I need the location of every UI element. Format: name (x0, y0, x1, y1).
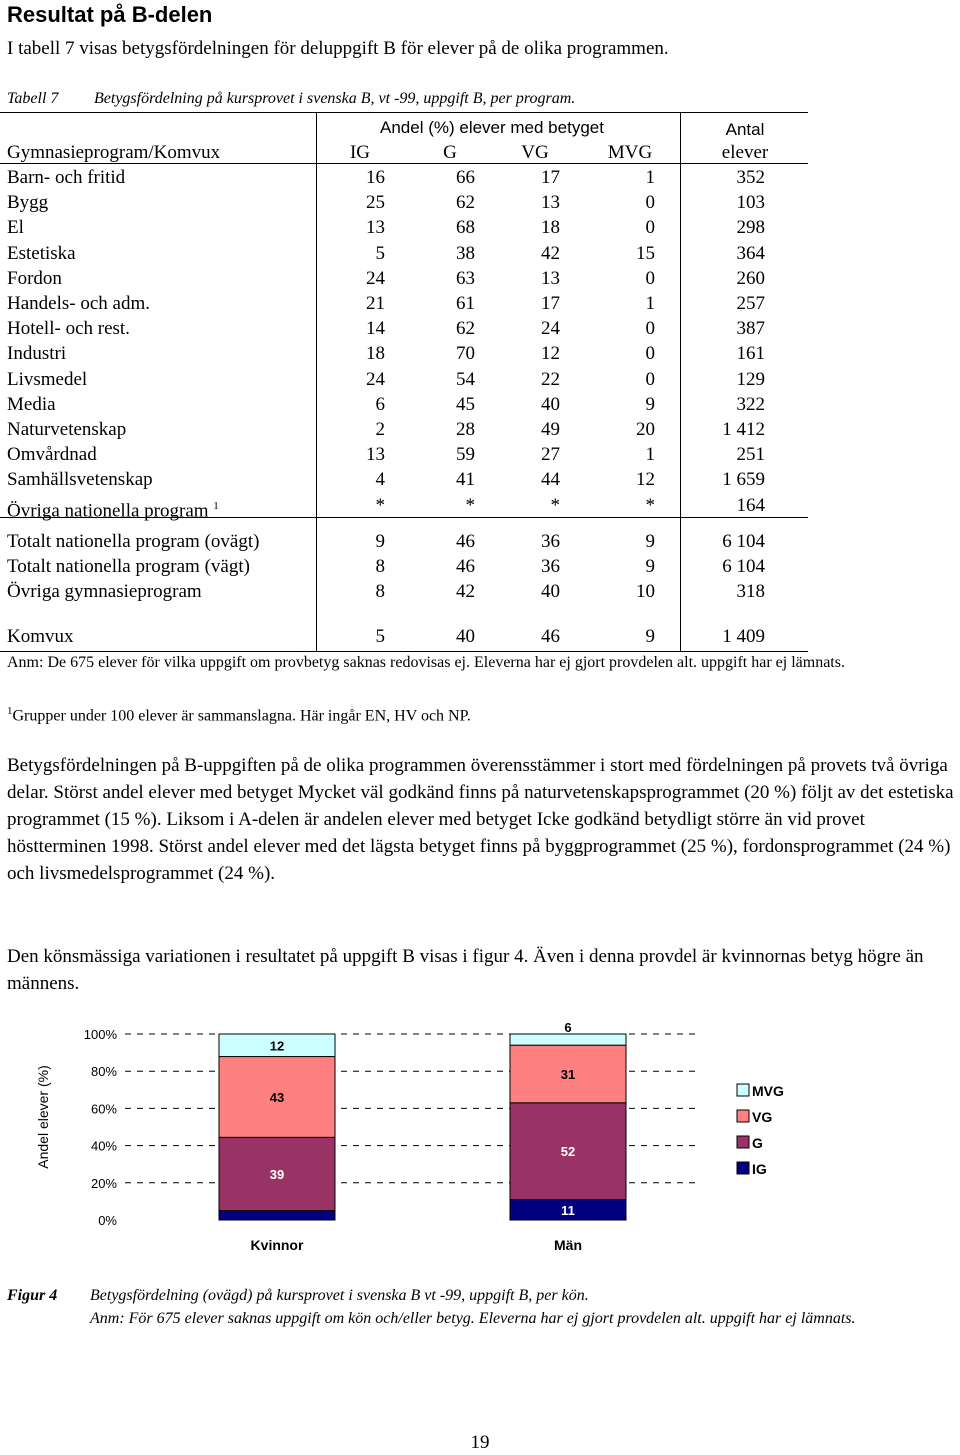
row-label-text: Komvux (7, 626, 74, 647)
paragraph-1: Betygsfördelningen på B-uppgiften på de olika programmen överensstämmer i stort med fördelningen på provets två övriga delar. Störst andel elever med betyget Mycket väl godkänd finns på naturvetenskapsprogrammet (20 %) följt av det estetiska programmet (15 %). Liksom i A-delen är andelen elever med betyget Icke godkänd betydligt större än vid provet höstterminen 1998. Störst andel elever med det lägsta betyget finns på byggprogrammet (25 %), fordonsprogrammet (24 %) och livsmedelsprogrammet (24 %). (7, 755, 954, 884)
table-cell: 40 (456, 626, 475, 647)
col-header-vg: VG (521, 142, 549, 163)
table-cell: 62 (456, 318, 475, 340)
table-cell: 46 (456, 531, 475, 552)
count-cell: 6 104 (722, 556, 765, 578)
count-cell: 364 (736, 242, 765, 264)
y-tick-label: 100% (83, 1027, 117, 1042)
table-cell: 17 (541, 293, 560, 314)
table-cell: 40 (541, 581, 560, 603)
bar-segment (510, 1034, 626, 1045)
table-cell: 6 (375, 393, 385, 415)
row-label-total-2 (7, 581, 202, 603)
table-cell: 24 (366, 267, 385, 289)
table-cell: 42 (541, 242, 560, 264)
intro-text: I tabell 7 visas betygsfördelningen för deluppgift B för elever på de olika programmen. (7, 38, 669, 59)
row-label-text: Totalt nationella program (ovägt) (7, 531, 260, 552)
table-cell: 44 (541, 469, 560, 491)
legend-swatch (737, 1084, 749, 1096)
col-header-ig: IG (349, 142, 371, 163)
data-label: 6 (564, 1020, 572, 1035)
table-cell: 22 (541, 368, 560, 390)
table-cell: 0 (645, 368, 655, 390)
row-label-text: Industri (7, 343, 67, 365)
bar-segment (219, 1211, 335, 1220)
table-cell: * (550, 494, 560, 516)
table-cell: 12 (636, 469, 655, 491)
table-cell: 24 (541, 318, 560, 340)
row-label-program-5 (7, 293, 150, 315)
table-cell: * (375, 494, 385, 516)
count-cell: 352 (736, 167, 765, 188)
table-cell: 8 (375, 581, 385, 603)
table-cell: 0 (645, 192, 655, 214)
y-tick-label: 0% (98, 1213, 117, 1228)
row-label-total-0 (7, 531, 259, 553)
figure-label: Figur 4 (7, 1287, 58, 1304)
table-caption (7, 90, 575, 108)
paragraph-2: Den könsmässiga variationen i resultatet på uppgift B visas i figur 4. Även i denna provdel är kvinnornas betyg högre än männens. (7, 946, 924, 994)
table-cell: 5 (375, 626, 385, 647)
row-label-program-11 (7, 444, 97, 466)
count-cell: 322 (736, 393, 765, 415)
table-cell: 38 (456, 242, 475, 264)
table-cell: 20 (636, 419, 655, 440)
row-header: Gymnasieprogram/Komvux (7, 142, 221, 163)
table-cell: 68 (456, 217, 475, 239)
table-cell: 0 (645, 343, 655, 365)
table-cell: 45 (456, 393, 475, 415)
table-cell: 8 (375, 556, 385, 578)
count-cell: 1 412 (722, 419, 765, 440)
table-cell: 12 (541, 343, 560, 365)
table-cell: 9 (645, 626, 655, 647)
row-label-program-6 (7, 318, 130, 340)
table-cell: 40 (541, 393, 560, 415)
row-label-text: Fordon (7, 267, 62, 289)
row-label-program-10 (7, 419, 126, 441)
figure-caption-text: Betygsfördelning (ovägd) på kursprovet i svenska B vt -99, uppgift B, per kön. (90, 1287, 589, 1304)
table-cell: 17 (541, 167, 560, 188)
table-cell: 13 (366, 444, 385, 466)
row-label-total-1 (7, 556, 250, 578)
row-label-program-0 (7, 167, 125, 189)
count-cell: 161 (736, 343, 765, 365)
table-cell: 13 (541, 192, 560, 214)
footnote-mark: 1 (7, 705, 13, 717)
legend-swatch (737, 1162, 749, 1174)
table-cell: 36 (541, 556, 560, 578)
row-label-text: Hotell- och rest. (7, 318, 130, 340)
row-label-text: Handels- och adm. (7, 293, 150, 314)
count-header-2: elever (721, 142, 769, 163)
y-tick-label: 60% (90, 1101, 117, 1117)
table-cell: 2 (375, 419, 385, 440)
table-cell: 14 (366, 318, 385, 340)
count-cell: 257 (736, 293, 765, 314)
table-cell: 70 (456, 343, 475, 365)
count-cell: 1 659 (722, 469, 765, 491)
group-header: Andel (%) elever med betyget (380, 118, 604, 137)
count-header-1: Antal (725, 120, 765, 139)
table-cell: 42 (456, 581, 475, 603)
table-cell: 4 (375, 469, 385, 491)
table-cell: * (645, 494, 655, 516)
row-label-program-9 (7, 394, 56, 416)
row-label-program-3 (7, 243, 76, 265)
table-left-divider (316, 112, 317, 652)
row-label-program-2 (7, 217, 24, 239)
table-cell: 24 (366, 368, 385, 390)
data-label: 31 (560, 1066, 576, 1082)
table-cell: 15 (636, 242, 655, 264)
row-label-text: Livsmedel (7, 368, 88, 390)
table-cell: 66 (456, 167, 475, 188)
table-cell: 13 (366, 217, 385, 239)
table-cell: 63 (456, 267, 475, 289)
table-cell: 10 (636, 581, 655, 603)
row-footnote-mark: 1 (213, 499, 219, 512)
page-number: 19 (470, 1432, 490, 1453)
table-note: Anm: De 675 elever för vilka uppgift om provbetyg saknas redovisas ej. Eleverna har ej gjort provdelen alt. uppgift har ej lämnats. (7, 654, 845, 671)
figure-note: Anm: För 675 elever saknas uppgift om kön och/eller betyg. Eleverna har ej gjort provdelen alt. uppgift har ej lämnats. (90, 1310, 856, 1327)
table-cell: 1 (645, 167, 655, 188)
table-cell: 21 (366, 293, 385, 314)
table-top-rule (0, 112, 808, 113)
table-caption-text: Betygsfördelning på kursprovet i svenska B, vt -99, uppgift B, per program. (94, 90, 576, 107)
count-cell: 164 (736, 494, 765, 516)
count-cell: 103 (736, 192, 765, 214)
row-label-text: Övriga nationella program (7, 499, 209, 521)
row-label-text: Barn- och fritid (7, 167, 126, 188)
col-header-g: G (443, 142, 457, 163)
row-label-text: Estetiska (7, 242, 76, 264)
table-cell: 54 (456, 368, 475, 390)
count-cell: 298 (736, 217, 765, 239)
section-heading: Resultat på B-delen (7, 2, 213, 27)
row-label-text: Övriga gymnasieprogram (7, 581, 202, 603)
legend-swatch (737, 1136, 749, 1148)
table-cell: 0 (645, 267, 655, 289)
count-cell: 318 (736, 581, 765, 603)
table-cell: 25 (366, 192, 385, 214)
table-cell: 27 (541, 444, 560, 466)
y-tick-label: 20% (90, 1175, 117, 1191)
count-cell: 387 (736, 318, 765, 340)
table-cell: 1 (645, 293, 655, 314)
row-label-text: Naturvetenskap (7, 419, 127, 440)
table-cell: 13 (541, 267, 560, 289)
table-cell: 9 (645, 531, 655, 552)
data-label: 43 (269, 1089, 285, 1105)
table-cell: 9 (645, 556, 655, 578)
legend-swatch (737, 1110, 749, 1122)
row-label-text: El (7, 217, 24, 239)
table-cell: 49 (541, 419, 560, 440)
table-cell: 16 (366, 167, 385, 188)
footnote-text: Grupper under 100 elever är sammanslagna. Här ingår EN, HV och NP. (12, 707, 471, 725)
count-cell: 260 (736, 267, 765, 289)
row-label-program-13 (7, 495, 219, 522)
row-label-program-1 (7, 192, 48, 214)
table-footnote (7, 700, 957, 727)
y-tick-label: 40% (90, 1138, 117, 1154)
table-cell: 5 (375, 242, 385, 264)
table-cell: 0 (645, 217, 655, 239)
data-label: 12 (269, 1038, 285, 1054)
legend-label: MVG (752, 1083, 784, 1099)
table-cell: 46 (541, 626, 560, 647)
table-right-divider (680, 112, 681, 652)
table-cell: 9 (645, 393, 655, 415)
legend-label: G (752, 1135, 763, 1151)
data-label: 11 (561, 1202, 575, 1218)
row-label-text: Totalt nationella program (vägt) (7, 556, 250, 578)
count-cell: 129 (736, 368, 765, 390)
y-tick-label: 80% (90, 1064, 117, 1080)
figure-caption (7, 1284, 856, 1330)
row-label-program-8 (7, 369, 87, 391)
table-cell: 1 (645, 444, 655, 466)
table-cell: 18 (366, 343, 385, 365)
count-cell: 1 409 (722, 626, 765, 647)
stacked-bar-chart (0, 1010, 960, 1270)
table-cell: 61 (456, 293, 475, 314)
col-header-mvg: MVG (607, 142, 653, 163)
table-cell: 36 (541, 531, 560, 552)
legend-label: IG (752, 1161, 767, 1177)
table-cell: 59 (456, 444, 475, 466)
table-caption-label: Tabell 7 (7, 90, 59, 107)
y-axis-label: Andel elever (%) (35, 1065, 51, 1169)
table-cell: * (465, 494, 475, 516)
table-cell: 9 (375, 531, 385, 552)
table-cell: 18 (541, 217, 560, 239)
row-label-text: Bygg (7, 192, 49, 214)
row-label-text: Media (7, 393, 56, 415)
count-cell: 251 (736, 444, 765, 466)
table-cell: 46 (456, 556, 475, 578)
data-label: 39 (269, 1166, 285, 1182)
table-cell: 62 (456, 192, 475, 214)
table-cell: 41 (456, 469, 475, 491)
table-cell: 0 (645, 318, 655, 340)
row-label-text: Omvårdnad (7, 444, 97, 466)
row-label-text: Samhällsvetenskap (7, 469, 153, 491)
row-label-program-4 (7, 268, 62, 290)
row-label-program-7 (7, 343, 66, 365)
data-label: 52 (560, 1144, 576, 1160)
count-cell: 6 104 (722, 531, 765, 552)
row-label-komvux (7, 626, 74, 648)
legend-label: VG (752, 1109, 773, 1125)
row-label-program-12 (7, 469, 153, 491)
category-label: Kvinnor (250, 1237, 304, 1253)
category-label: Män (554, 1237, 582, 1253)
table-cell: 28 (456, 419, 475, 440)
